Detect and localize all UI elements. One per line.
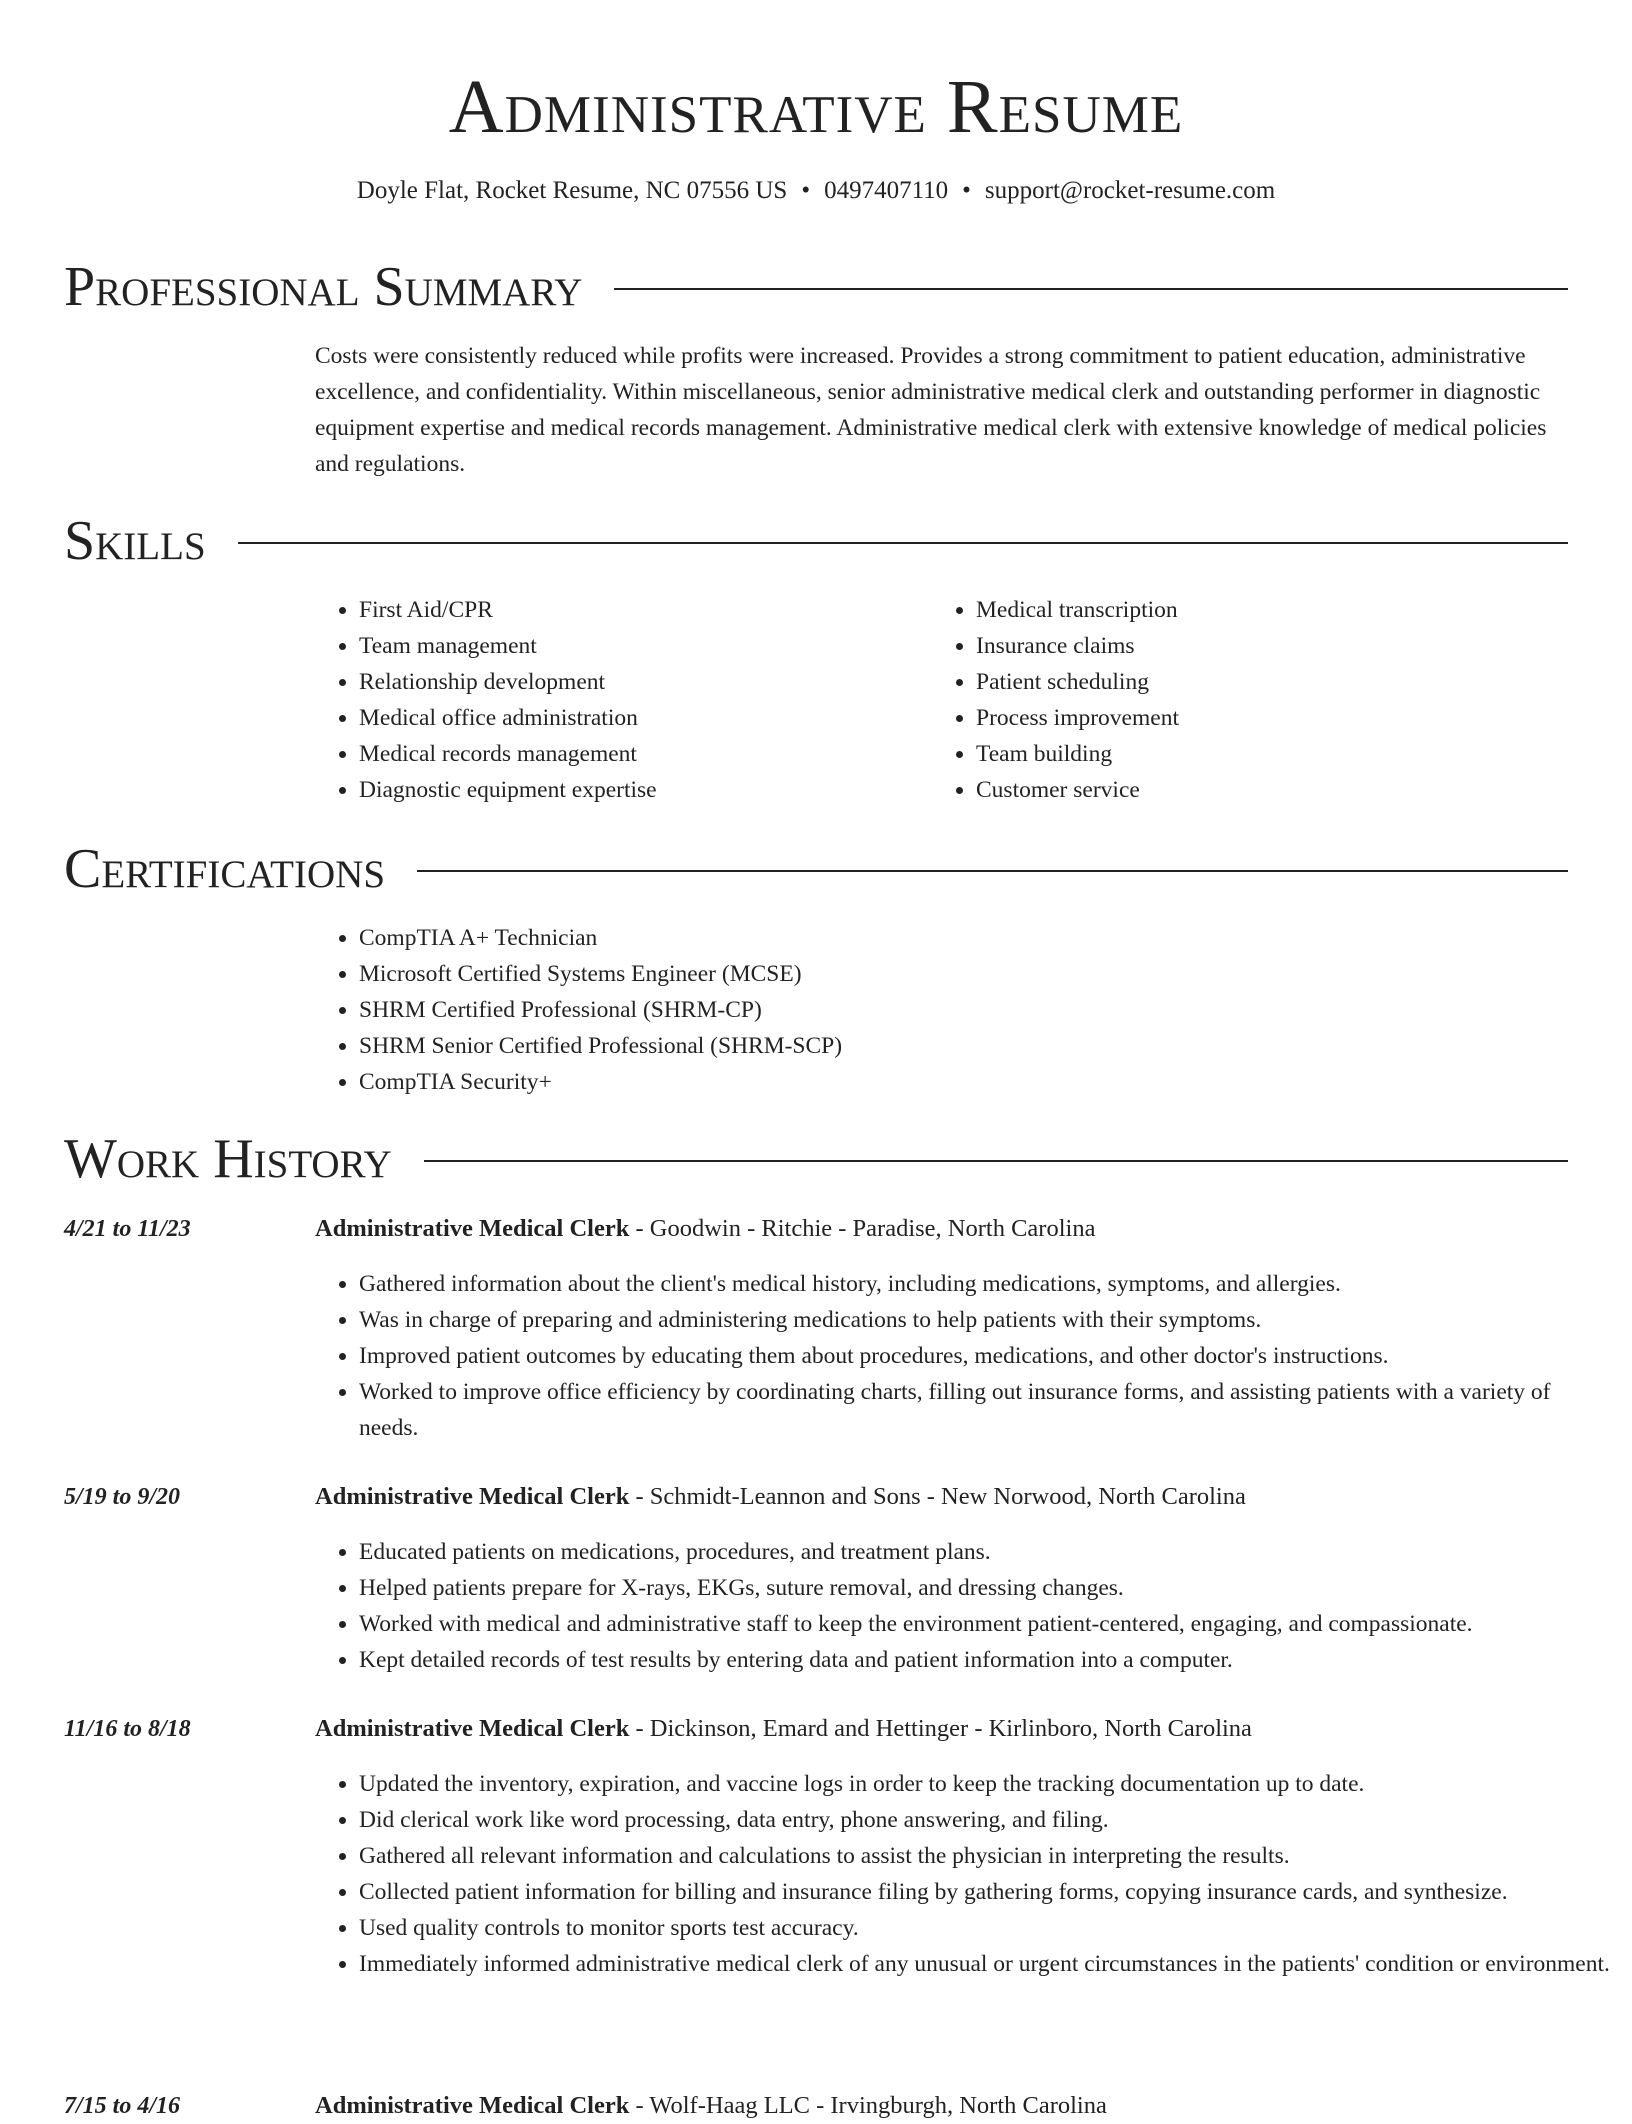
job-bullet: • Educated patients on medications, procedures, and treatment plans. [359, 1534, 1611, 1570]
job-dates: 11/16 to 8/18 [64, 1716, 191, 1742]
skill-item: • Medical records management [359, 736, 919, 772]
skills-section-title: Skills [64, 510, 206, 572]
section-divider [417, 870, 1568, 872]
job-title: Administrative Medical Clerk [315, 1715, 630, 1742]
job-header [315, 1479, 1567, 1515]
skill-item: • Relationship development [359, 664, 919, 700]
job-bullet: • Helped patients prepare for X-rays, EKGs, suture removal, and dressing changes. [359, 1570, 1611, 1606]
section-divider [424, 1160, 1568, 1162]
job-bullet: • Gathered all relevant information and calculations to assist the physician in interpreting the results. [359, 1838, 1611, 1874]
job-bullet: • Updated the inventory, expiration, and vaccine logs in order to keep the tracking documentation up to date. [359, 1766, 1611, 1802]
contact-email: support@rocket-resume.com [984, 177, 1276, 204]
job-bullets [315, 1534, 1611, 1678]
work-section-title: Work History [64, 1128, 392, 1190]
job-bullet: • Kept detailed records of test results by entering data and patient information into a computer. [359, 1642, 1611, 1678]
job-dates: 7/15 to 4/16 [64, 2093, 181, 2119]
job-bullet: • Collected patient information for billing and insurance filing by gathering forms, copying insurance cards, and synthesize. [359, 1874, 1611, 1910]
skill-item: • Customer service [976, 772, 1576, 808]
contact-line [0, 174, 1632, 208]
certifications-section-title: Certifications [64, 838, 386, 900]
contact-phone: 0497407110 [824, 177, 949, 204]
skills-section-header [64, 508, 1568, 574]
certification-item: • SHRM Senior Certified Professional (SHRM-SCP) [359, 1028, 1559, 1064]
job-bullet: • Gathered information about the client's medical history, including medications, symptoms, and allergies. [359, 1266, 1611, 1302]
job-bullet: • Improved patient outcomes by educating them about procedures, medications, and other doctor's instructions. [359, 1338, 1611, 1374]
skill-item: • Diagnostic equipment expertise [359, 772, 919, 808]
certification-item: • CompTIA Security+ [359, 1064, 1559, 1100]
skill-item: • Team building [976, 736, 1576, 772]
skill-item: • Team management [359, 628, 919, 664]
skills-list-left [315, 592, 919, 808]
job-title: Administrative Medical Clerk [315, 2092, 630, 2119]
skill-item: • Process improvement [976, 700, 1576, 736]
job-bullets [315, 1766, 1611, 1982]
job-company: - Schmidt-Leannon and Sons - New Norwood, North Carolina [629, 1483, 1246, 1510]
job-bullet: • Immediately informed administrative medical clerk of any unusual or urgent circumstances in the patients' condition or environment. [359, 1946, 1611, 1982]
certification-item: • CompTIA A+ Technician [359, 920, 1559, 956]
summary-section-title: Professional Summary [64, 256, 583, 318]
certifications-section-header [64, 836, 1568, 902]
contact-separator: • [962, 177, 971, 204]
job-bullet: • Worked to improve office efficiency by coordinating charts, filling out insurance forms, and assisting patients with a variety of needs. [359, 1374, 1611, 1446]
contact-separator: • [801, 177, 811, 204]
job-header [315, 2088, 1567, 2124]
job-dates: 4/21 to 11/23 [64, 1216, 191, 1242]
skill-item: • Medical office administration [359, 700, 919, 736]
skill-item: • Insurance claims [976, 628, 1576, 664]
skill-item: • Medical transcription [976, 592, 1576, 628]
section-divider [614, 288, 1568, 290]
job-dates: 5/19 to 9/20 [64, 1484, 181, 1510]
summary-text: Costs were consistently reduced while profits were increased. Provides a strong commitment to patient education, administrative excellence, and confidentiality. Within miscellaneous, senior administrative medical clerk and outstanding performer in diagnostic equipment expertise and medical records management. Administrative medical clerk with extensive knowledge of medical policies and regulations. [315, 343, 1547, 477]
certification-item: • SHRM Certified Professional (SHRM-CP) [359, 992, 1559, 1028]
work-section-header [64, 1126, 1568, 1192]
job-bullet: • Worked with medical and administrative staff to keep the environment patient-centered, engaging, and compassionate. [359, 1606, 1611, 1642]
job-company: - Wolf-Haag LLC - Irvingburgh, North Carolina [629, 2092, 1107, 2119]
skill-item: • Patient scheduling [976, 664, 1576, 700]
job-bullet: • Used quality controls to monitor sports test accuracy. [359, 1910, 1611, 1946]
contact-address: Doyle Flat, Rocket Resume, NC 07556 US [356, 177, 788, 204]
certifications-list [315, 920, 1559, 1100]
resume-title: Administrative Resume [448, 65, 1184, 149]
job-company: - Goodwin - Ritchie - Paradise, North Carolina [629, 1215, 1096, 1242]
skill-item: • First Aid/CPR [359, 592, 919, 628]
job-bullet: • Was in charge of preparing and administering medications to help patients with their symptoms. [359, 1302, 1611, 1338]
skills-list-right [932, 592, 1576, 808]
summary-section-header [64, 254, 1568, 320]
job-title: Administrative Medical Clerk [315, 1215, 630, 1242]
job-company: - Dickinson, Emard and Hettinger - Kirlinboro, North Carolina [629, 1715, 1252, 1742]
section-divider [238, 542, 1568, 544]
certification-item: • Microsoft Certified Systems Engineer (MCSE) [359, 956, 1559, 992]
job-title: Administrative Medical Clerk [315, 1483, 630, 1510]
job-bullets [315, 1266, 1611, 1446]
job-header [315, 1211, 1567, 1247]
job-header [315, 1711, 1567, 1747]
job-bullet: • Did clerical work like word processing, data entry, phone answering, and filing. [359, 1802, 1611, 1838]
